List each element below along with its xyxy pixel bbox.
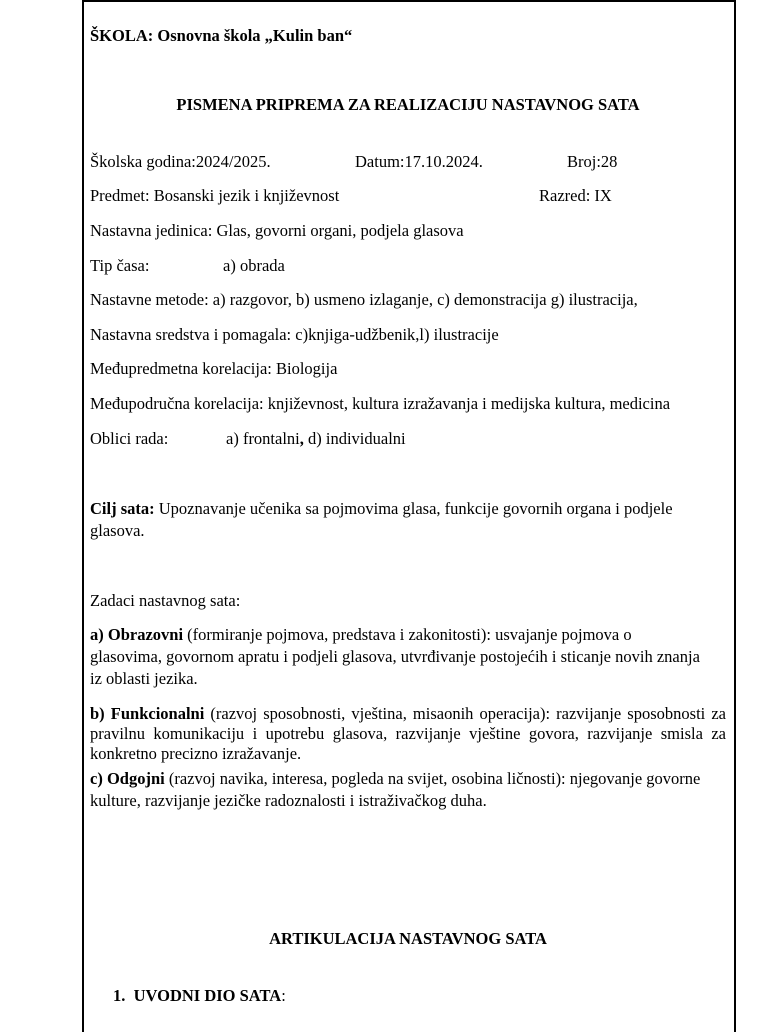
tasks-heading: Zadaci nastavnog sata: (90, 591, 241, 610)
work-form-separator: , (299, 429, 304, 448)
work-form-frontal: a) frontalni (226, 429, 300, 448)
task-label: b) Funkcionalni (90, 704, 205, 723)
task-label: c) Odgojni (90, 769, 165, 788)
teaching-resources: Nastavna sredstva i pomagala: c)knjiga-udžbenik,l) ilustracije (90, 325, 499, 344)
work-form-individual: d) individualni (303, 429, 406, 448)
lesson-type-value: a) obrada (223, 256, 285, 275)
date: Datum:17.10.2024. (355, 152, 483, 171)
goal-label: Cilj sata: (90, 499, 155, 518)
task-upbringing (90, 768, 710, 812)
number: Broj:28 (567, 152, 618, 171)
teaching-methods: Nastavne metode: a) razgovor, b) usmeno izlaganje, c) demonstracija g) ilustracija, (90, 290, 638, 309)
task-educational (90, 624, 700, 690)
work-forms-label: Oblici rada: (90, 429, 169, 448)
school-year: Školska godina:2024/2025. (90, 152, 271, 171)
school-label: ŠKOLA: (90, 26, 154, 45)
grade: Razred: IX (539, 186, 612, 205)
area-correlation: Međupodručna korelacija: književnost, kultura izražavanja i medijska kultura, medicina (90, 394, 671, 413)
lesson-goal (90, 498, 690, 542)
document-title: PISMENA PRIPREMA ZA REALIZACIJU NASTAVNOG SATA (176, 95, 640, 114)
goal-text: Upoznavanje učenika sa pojmovima glasa, funkcije govornih organa i podjele glasova. (90, 499, 673, 540)
section-introductory (113, 985, 286, 1007)
work-forms-values (226, 428, 406, 450)
lesson-type-label: Tip časa: (90, 256, 150, 275)
task-text: (razvoj sposobnosti, vještina, misaonih operacija): razvijanje sposobnosti za pravilnu komunikaciju i upotrebu glasova, razvijanje vještine govora, razvijanje smisla za konkretno precizno izražavanje. (90, 704, 726, 763)
section-colon: : (281, 986, 286, 1005)
subject-correlation: Međupredmetna korelacija: Biologija (90, 359, 338, 378)
task-label: a) Obrazovni (90, 625, 184, 644)
school-name: Osnovna škola „Kulin ban“ (157, 26, 353, 45)
teaching-unit: Nastavna jedinica: Glas, govorni organi, podjela glasova (90, 221, 464, 240)
section-label: UVODNI DIO SATA (133, 986, 282, 1005)
task-functional (90, 704, 726, 764)
subject: Predmet: Bosanski jezik i književnost (90, 186, 340, 205)
school-line (90, 25, 352, 47)
task-text: (formiranje pojmova, predstava i zakonitosti): usvajanje pojmova o glasovima, govornom apratu i podjeli glasova, utvrđivanje postojećih i sticanje novih znanja iz oblasti jezika. (90, 625, 700, 688)
task-text: (razvoj navika, interesa, pogleda na svijet, osobina ličnosti): njegovanje govorne kulture, razvijanje jezičke radoznalosti i istraživačkog duha. (90, 769, 701, 810)
section-number: 1. (113, 986, 126, 1005)
articulation-title: ARTIKULACIJA NASTAVNOG SATA (269, 929, 547, 948)
